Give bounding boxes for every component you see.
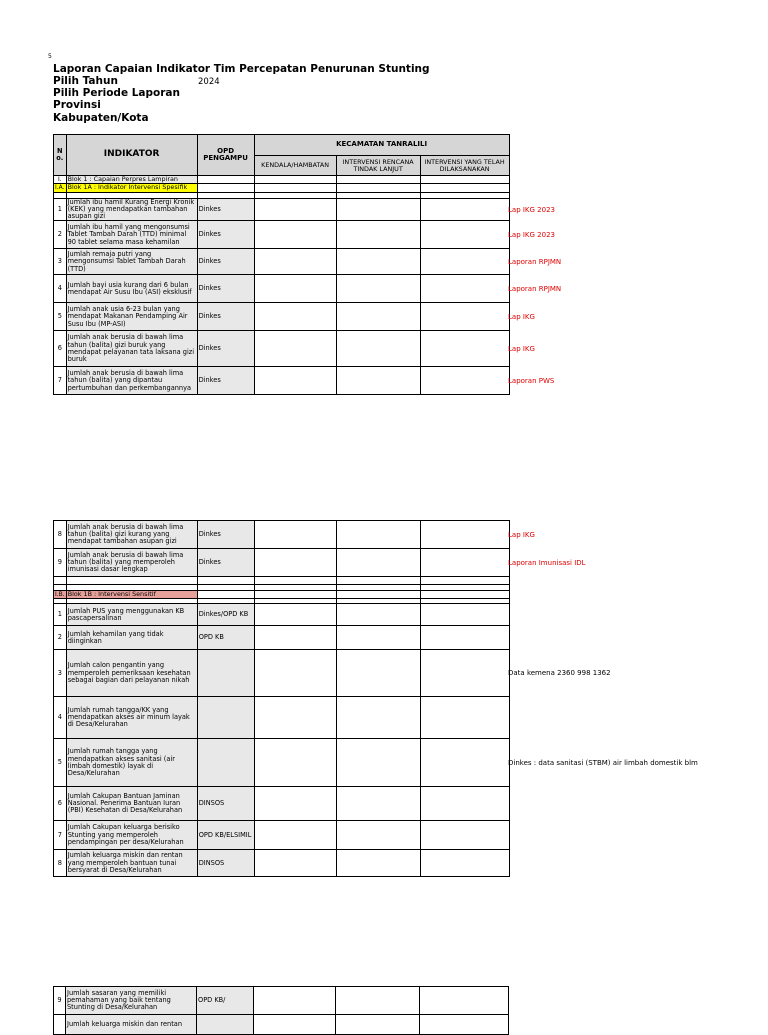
rencana-cell[interactable] <box>336 367 420 395</box>
header-kecamatan: KECAMATAN TANRALILI <box>254 135 509 156</box>
opd-cell: Dinkes <box>197 549 254 577</box>
table-row <box>54 331 510 367</box>
indicator-table-section-c <box>53 986 509 1035</box>
row-note: Lap IKG 2023 <box>508 231 555 239</box>
year-value[interactable]: 2024 <box>198 77 220 87</box>
row-number: 1 <box>54 604 67 626</box>
telah-cell[interactable] <box>420 850 509 877</box>
opd-cell: DINSOS <box>197 787 254 821</box>
row-note: Lap IKG <box>508 345 535 353</box>
table-row <box>54 1015 509 1035</box>
opd-cell <box>197 650 254 697</box>
telah-cell[interactable] <box>420 367 509 395</box>
telah-cell[interactable] <box>420 626 509 650</box>
year-label: Pilih Tahun <box>53 75 118 87</box>
kendala-cell[interactable] <box>254 604 336 626</box>
rencana-cell[interactable] <box>336 787 420 821</box>
opd-cell: OPD KB/ <box>197 987 254 1015</box>
row-note: Lap IKG <box>508 531 535 539</box>
table-row <box>54 821 510 850</box>
rencana-cell[interactable] <box>336 249 420 275</box>
row-number: 9 <box>54 987 66 1015</box>
indicator-text: Jumlah rumah tangga yang mendapatkan akses sanitasi (air limbah domestik) layak di Desa/Kelurahan <box>66 739 197 787</box>
kendala-cell[interactable] <box>254 221 336 249</box>
telah-cell[interactable] <box>420 1015 509 1035</box>
rencana-cell[interactable] <box>336 604 420 626</box>
row-number: 7 <box>54 367 67 395</box>
rencana-cell[interactable] <box>336 650 420 697</box>
table-row <box>54 367 510 395</box>
rencana-cell[interactable] <box>336 275 420 303</box>
kendala-cell[interactable] <box>254 521 336 549</box>
kendala-cell[interactable] <box>254 331 336 367</box>
row-number: 7 <box>54 821 67 850</box>
province-label: Provinsi <box>53 99 101 111</box>
rencana-cell[interactable] <box>336 303 420 331</box>
kendala-cell[interactable] <box>254 549 336 577</box>
row-note: Laporan Imunisasi IDL <box>508 559 586 567</box>
period-label: Pilih Periode Laporan <box>53 87 180 99</box>
telah-cell[interactable] <box>420 249 509 275</box>
row-number: 8 <box>54 521 67 549</box>
opd-cell <box>197 739 254 787</box>
opd-cell: OPD KB <box>197 626 254 650</box>
row-number: 8 <box>54 850 67 877</box>
indicator-text: Jumlah kehamilan yang tidak diinginkan <box>66 626 197 650</box>
indicator-text: Jumlah Cakupan keluarga berisiko Stunting yang memperoleh pendampingan per desa/Kelurahan <box>66 821 197 850</box>
indicator-text: Jumlah keluarga miskin dan rentan <box>66 1015 197 1035</box>
table-row <box>54 626 510 650</box>
telah-cell[interactable] <box>420 821 509 850</box>
indicator-text: Jumlah anak berusia di bawah lima tahun (balita) gizi kurang yang mendapat tambahan asupan gizi <box>66 521 197 549</box>
telah-cell[interactable] <box>420 739 509 787</box>
row-number: 6 <box>54 787 67 821</box>
rencana-cell[interactable] <box>336 198 420 221</box>
rencana-cell[interactable] <box>336 697 420 739</box>
row-note: Lap IKG 2023 <box>508 206 555 214</box>
opd-cell <box>197 697 254 739</box>
kendala-cell[interactable] <box>254 787 336 821</box>
blok1a-no: I.A. <box>55 184 65 192</box>
row-number: 4 <box>54 697 67 739</box>
kendala-cell[interactable] <box>254 249 336 275</box>
telah-cell[interactable] <box>420 650 509 697</box>
row-note: Data kemena 2360 998 1362 <box>508 669 611 677</box>
rencana-cell[interactable] <box>336 331 420 367</box>
telah-cell[interactable] <box>420 987 509 1015</box>
kendala-cell[interactable] <box>254 697 336 739</box>
indicator-text: Jumlah ibu hamil Kurang Energi Kronik (KEK) yang mendapatkan tambahan asupan gizi <box>66 198 197 221</box>
rencana-cell[interactable] <box>336 739 420 787</box>
row-number: 3 <box>54 650 67 697</box>
rencana-cell[interactable] <box>336 987 420 1015</box>
kendala-cell[interactable] <box>254 739 336 787</box>
table-row <box>54 249 510 275</box>
row-number: 2 <box>54 626 67 650</box>
indicator-text: Jumlah calon pengantin yang memperoleh pemeriksaan kesehatan sebagai bagian dari pelayanan nikah <box>66 650 197 697</box>
row-number: 3 <box>54 249 67 275</box>
blok1-no: I. <box>54 176 67 184</box>
indicator-text: Jumlah keluarga miskin dan rentan yang memperoleh bantuan tunai bersyarat di Desa/Kelurahan <box>66 850 197 877</box>
indicator-text: Jumlah sasaran yang memiliki pemahaman yang baik tentang Stunting di Desa/Kelurahan <box>66 987 197 1015</box>
rencana-cell[interactable] <box>336 821 420 850</box>
blok1b-label: Blok 1B : Intervensi Sensitif <box>66 591 197 599</box>
opd-cell: OPD KB/ELSIMIL <box>197 821 254 850</box>
telah-cell[interactable] <box>420 198 509 221</box>
kendala-cell[interactable] <box>254 650 336 697</box>
kendala-cell[interactable] <box>254 303 336 331</box>
opd-cell: Dinkes <box>197 521 254 549</box>
table-row <box>54 739 510 787</box>
indicator-text: Jumlah anak usia 6-23 bulan yang mendapat Makanan Pendamping Air Susu Ibu (MP-ASI) <box>66 303 197 331</box>
indicator-text: Jumlah rumah tangga/KK yang mendapatkan akses air minum layak di Desa/Kelurahan <box>66 697 197 739</box>
opd-cell: Dinkes <box>197 275 254 303</box>
table-row <box>54 787 510 821</box>
blok1a-label: Blok 1A : Indikator Intervensi Spesifik <box>66 184 197 192</box>
row-note: Laporan RPJMN <box>508 285 562 293</box>
indicator-text: Jumlah remaja putri yang mengonsumsi Tablet Tambah Darah (TTD) <box>66 249 197 275</box>
blok1-label: Blok 1 : Capaian Perpres Lampiran <box>66 176 197 184</box>
opd-cell: Dinkes <box>197 367 254 395</box>
rencana-cell[interactable] <box>336 850 420 877</box>
telah-cell[interactable] <box>420 275 509 303</box>
kendala-cell[interactable] <box>254 626 336 650</box>
table-row <box>54 987 509 1015</box>
header-kendala: KENDALA/HAMBATAN <box>254 156 336 176</box>
table-row <box>54 650 510 697</box>
opd-cell: Dinkes <box>197 331 254 367</box>
rencana-cell[interactable] <box>336 626 420 650</box>
row-note: Lap IKG <box>508 313 535 321</box>
row-note: Dinkes : data sanitasi (STBM) air limbah domestik blm <box>508 759 698 767</box>
row-number: 9 <box>54 549 67 577</box>
indicator-text: Jumlah ibu hamil yang mengonsumsi Tablet Tambah Darah (TTD) minimal 90 tablet selama masa kehamilan <box>66 221 197 249</box>
row-number: 2 <box>54 221 67 249</box>
kendala-cell[interactable] <box>254 821 336 850</box>
kendala-cell[interactable] <box>254 367 336 395</box>
opd-cell: Dinkes <box>197 221 254 249</box>
indicator-text: Jumlah PUS yang menggunakan KB pascapersalinan <box>66 604 197 626</box>
indicator-text: Jumlah anak berusia di bawah lima tahun (balita) yang memperoleh imunisasi dasar lengkap <box>66 549 197 577</box>
table-row <box>54 198 510 221</box>
row-note: Laporan PWS <box>508 377 555 385</box>
indicator-text: Jumlah Cakupan Bantuan Jaminan Nasional. Penerima Bantuan Iuran (PBI) Kesehatan di Desa/Kelurahan <box>66 787 197 821</box>
telah-cell[interactable] <box>420 604 509 626</box>
table-row <box>54 604 510 626</box>
indicator-table-section-a <box>53 134 510 395</box>
telah-cell[interactable] <box>420 787 509 821</box>
row-number: 5 <box>54 303 67 331</box>
opd-cell <box>197 1015 254 1035</box>
row-number: 5 <box>54 739 67 787</box>
indicator-table-section-b <box>53 520 510 877</box>
rencana-cell[interactable] <box>336 221 420 249</box>
opd-cell: Dinkes <box>197 303 254 331</box>
kendala-cell[interactable] <box>254 198 336 221</box>
telah-cell[interactable] <box>420 221 509 249</box>
table-row <box>54 275 510 303</box>
kendala-cell[interactable] <box>254 987 336 1015</box>
telah-cell[interactable] <box>420 549 509 577</box>
opd-cell: Dinkes/OPD KB <box>197 604 254 626</box>
telah-cell[interactable] <box>420 521 509 549</box>
blok1b-no: I.B. <box>55 591 65 598</box>
row-number <box>54 1015 66 1035</box>
indicator-text: Jumlah anak berusia di bawah lima tahun (balita) gizi buruk yang mendapat pelayanan tata laksana gizi buruk <box>66 331 197 367</box>
indicator-text: Jumlah bayi usia kurang dari 6 bulan mendapat Air Susu Ibu (ASI) eksklusif <box>66 275 197 303</box>
report-title: Laporan Capaian Indikator Tim Percepatan Penurunan Stunting <box>53 63 430 75</box>
kendala-cell[interactable] <box>254 850 336 877</box>
rencana-cell[interactable] <box>336 549 420 577</box>
kendala-cell[interactable] <box>254 275 336 303</box>
table-row <box>54 697 510 739</box>
row-number: 1 <box>54 198 67 221</box>
kendala-cell[interactable] <box>254 1015 336 1035</box>
header-intervensi-rencana: INTERVENSI RENCANA TINDAK LANJUT <box>336 156 420 176</box>
row-note: Laporan RPJMN <box>508 258 562 266</box>
telah-cell[interactable] <box>420 331 509 367</box>
rencana-cell[interactable] <box>336 521 420 549</box>
header-opd: OPD PENGAMPU <box>197 135 254 176</box>
header-no: N o. <box>54 135 67 176</box>
header-indikator: INDIKATOR <box>66 135 197 176</box>
table-row <box>54 521 510 549</box>
header-intervensi-telah: INTERVENSI YANG TELAH DILAKSANAKAN <box>420 156 509 176</box>
table-row <box>54 549 510 577</box>
table-row <box>54 303 510 331</box>
indicator-text: Jumlah anak berusia di bawah lima tahun (balita) yang dipantau pertumbuhan dan perkembangannya <box>66 367 197 395</box>
telah-cell[interactable] <box>420 303 509 331</box>
district-label: Kabupaten/Kota <box>53 112 149 124</box>
row-number: 6 <box>54 331 67 367</box>
rencana-cell[interactable] <box>336 1015 420 1035</box>
opd-cell: DINSOS <box>197 850 254 877</box>
table-row <box>54 850 510 877</box>
opd-cell: Dinkes <box>197 249 254 275</box>
table-row <box>54 221 510 249</box>
row-number: 4 <box>54 275 67 303</box>
opd-cell: Dinkes <box>197 198 254 221</box>
telah-cell[interactable] <box>420 697 509 739</box>
page-marker: 5 <box>48 53 52 60</box>
